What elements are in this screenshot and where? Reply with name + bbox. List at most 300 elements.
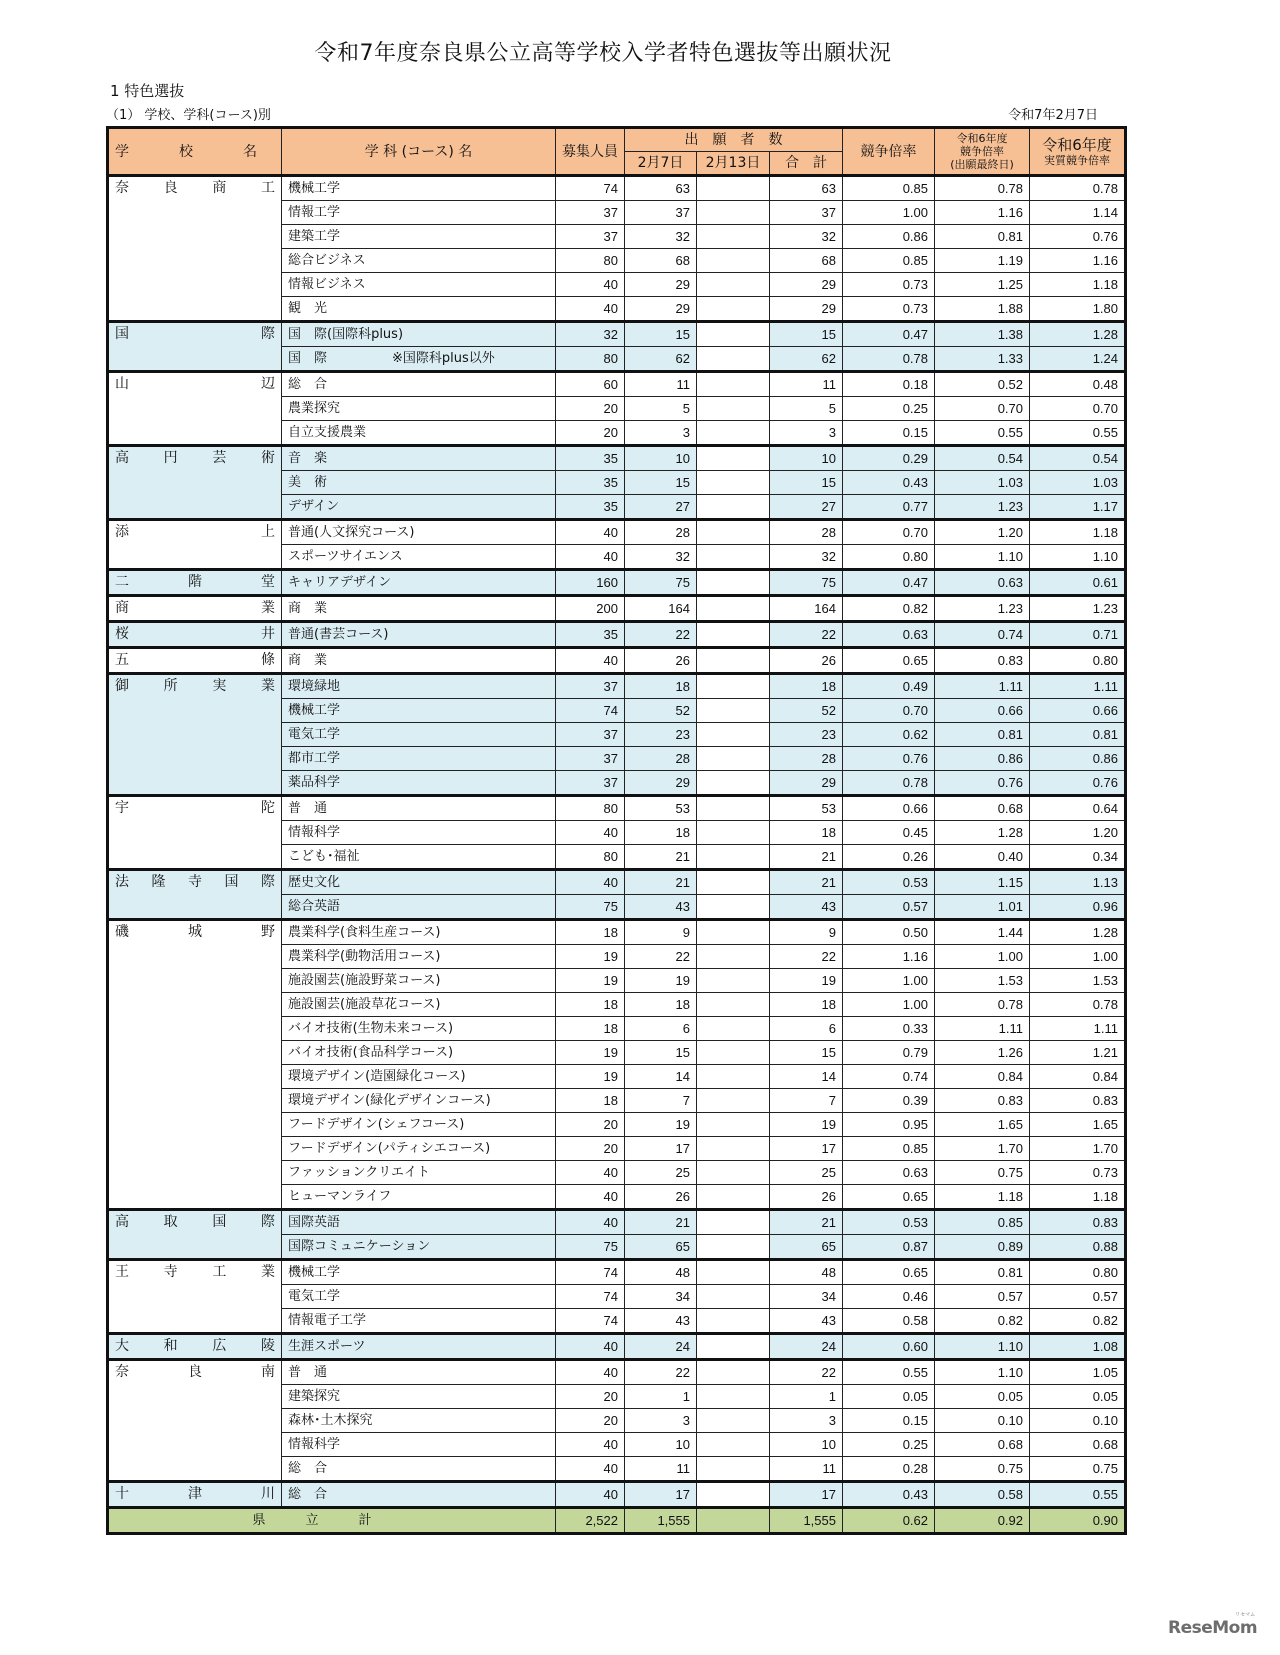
r6-ratio-cell: 1.23 [935,495,1030,520]
ratio-cell: 0.53 [843,1210,935,1235]
ratio-cell: 0.63 [843,1161,935,1185]
quota-cell: 80 [556,347,625,372]
applications-table [106,126,1127,1535]
course-name-cell: 情報工学 [282,201,556,225]
ratio-cell: 0.55 [843,1360,935,1385]
course-name-cell: 建築探究 [282,1385,556,1409]
r6-actual-cell: 0.78 [1030,993,1126,1017]
quota-cell: 37 [556,747,625,771]
quota-cell: 80 [556,796,625,821]
quota-cell: 74 [556,1309,625,1334]
total-cell: 18 [770,821,843,845]
subsection-heading: （1） 学校、学科(コース)別 [106,108,271,123]
feb7-cell: 53 [625,796,697,821]
r6-actual-cell: 0.64 [1030,796,1126,821]
ratio-cell: 0.49 [843,674,935,699]
quota-cell: 37 [556,674,625,699]
course-name-cell: スポーツサイエンス [282,545,556,570]
course-name-cell: ファッションクリエイト [282,1161,556,1185]
course-name-cell: 総 合 [282,1457,556,1482]
quota-cell: 40 [556,1161,625,1185]
quota-cell: 18 [556,1017,625,1041]
header-quota: 募集人員 [556,128,625,176]
r6-actual-cell: 0.05 [1030,1385,1126,1409]
course-name-cell: 環境緑地 [282,674,556,699]
r6-actual-cell: 1.11 [1030,1017,1126,1041]
total-cell: 43 [770,895,843,920]
r6-ratio-cell: 0.68 [935,1433,1030,1457]
r6-actual-cell: 0.84 [1030,1065,1126,1089]
r6-ratio-cell: 0.81 [935,1260,1030,1285]
r6-actual-cell: 1.80 [1030,297,1126,322]
course-name-cell: 美 術 [282,471,556,495]
header-feb13: 2月13日 [697,152,770,176]
course-name-cell: 機械工学 [282,1260,556,1285]
quota-cell: 20 [556,397,625,421]
quota-cell: 19 [556,969,625,993]
course-name-cell: 総 合 [282,1482,556,1508]
ratio-cell: 0.58 [843,1309,935,1334]
course-name-cell: 商 業 [282,596,556,622]
r6-actual-cell: 1.28 [1030,920,1126,945]
quota-cell: 75 [556,895,625,920]
r6-actual-cell: 0.82 [1030,1309,1126,1334]
total-cell: 18 [770,674,843,699]
school-name-cell: 十津川 [108,1482,282,1508]
table-row [108,920,1126,945]
r6-actual-cell: 0.55 [1030,1482,1126,1508]
feb7-cell: 65 [625,1235,697,1260]
course-name-cell: 音 楽 [282,446,556,471]
feb13-cell [697,674,770,699]
r6-ratio-cell: 1.44 [935,920,1030,945]
r6-actual-cell: 0.73 [1030,1161,1126,1185]
r6-ratio-cell: 1.16 [935,201,1030,225]
quota-cell: 19 [556,1041,625,1065]
header-course: 学 科 (コース) 名 [282,128,556,176]
total-cell: 22 [770,945,843,969]
feb13-cell [697,1161,770,1185]
ratio-cell: 0.86 [843,225,935,249]
ratio-cell: 0.47 [843,322,935,347]
r6-ratio-cell: 0.83 [935,648,1030,674]
feb7-cell: 19 [625,969,697,993]
ratio-cell: 0.87 [843,1235,935,1260]
r6-actual-cell: 1.08 [1030,1334,1126,1360]
quota-cell: 40 [556,870,625,895]
feb7-cell: 32 [625,545,697,570]
feb13-cell [697,622,770,648]
r6-actual-cell: 1.00 [1030,945,1126,969]
feb13-cell [697,273,770,297]
total-cell: 32 [770,545,843,570]
school-name-cell: 御所実業 [108,674,282,796]
r6-actual-cell: 1.14 [1030,201,1126,225]
total-cell: 75 [770,570,843,596]
ratio-cell: 0.74 [843,1065,935,1089]
quota-cell: 74 [556,1285,625,1309]
r6-ratio-cell: 0.76 [935,771,1030,796]
table-row [108,1260,1126,1285]
header-r6-ratio-line1: 令和6年度 [956,132,1008,145]
total-cell: 23 [770,723,843,747]
feb7-cell: 75 [625,570,697,596]
r6-actual-cell: 0.66 [1030,699,1126,723]
feb13-cell [697,471,770,495]
r6-actual-cell: 1.53 [1030,969,1126,993]
quota-cell: 40 [556,1210,625,1235]
course-name-cell: フードデザイン(パティシエコース) [282,1137,556,1161]
r6-actual-cell: 0.54 [1030,446,1126,471]
quota-cell: 80 [556,249,625,273]
feb13-cell [697,596,770,622]
feb13-cell [697,1065,770,1089]
feb13-cell [697,648,770,674]
total-cell: 27 [770,495,843,520]
ratio-cell: 0.77 [843,495,935,520]
course-name-cell: 農業探究 [282,397,556,421]
ratio-cell: 0.33 [843,1017,935,1041]
total-cell: 1 [770,1385,843,1409]
total-cell: 68 [770,249,843,273]
feb13-cell [697,1433,770,1457]
total-cell: 34 [770,1285,843,1309]
feb7-cell: 48 [625,1260,697,1285]
quota-cell: 80 [556,845,625,870]
quota-cell: 20 [556,1385,625,1409]
feb13-cell [697,1185,770,1210]
ratio-cell: 0.60 [843,1334,935,1360]
school-name-cell: 高円芸術 [108,446,282,520]
feb13-cell [697,723,770,747]
quota-cell: 37 [556,771,625,796]
feb7-cell: 15 [625,471,697,495]
header-r6-ratio-line2: 競争倍率 [960,145,1004,158]
feb13-cell [697,796,770,821]
r6-actual-cell: 0.86 [1030,747,1126,771]
school-name-cell: 五條 [108,648,282,674]
total-cell: 15 [770,322,843,347]
ratio-cell: 0.65 [843,1185,935,1210]
total-cell: 32 [770,225,843,249]
ratio-cell: 0.39 [843,1089,935,1113]
total-cell: 10 [770,446,843,471]
total-cell: 7 [770,1089,843,1113]
table-row [108,176,1126,201]
r6-actual-cell: 0.81 [1030,723,1126,747]
feb13-cell [697,1482,770,1508]
feb7-cell: 26 [625,648,697,674]
feb7-cell: 21 [625,845,697,870]
feb7-cell: 21 [625,1210,697,1235]
feb13-cell [697,520,770,545]
r6-actual-cell: 1.11 [1030,674,1126,699]
feb13-cell [697,1385,770,1409]
school-name-cell: 高取国際 [108,1210,282,1260]
feb7-cell: 6 [625,1017,697,1041]
quota-cell: 19 [556,945,625,969]
school-name-cell: 王寺工業 [108,1260,282,1334]
total-cell: 17 [770,1137,843,1161]
ratio-cell: 0.05 [843,1385,935,1409]
r6-ratio-cell: 0.75 [935,1161,1030,1185]
school-name-cell: 奈良商工 [108,176,282,322]
quota-cell: 37 [556,225,625,249]
total-row [108,1508,1126,1534]
course-name-cell: 情報ビジネス [282,273,556,297]
feb7-cell: 25 [625,1161,697,1185]
ratio-cell: 0.82 [843,596,935,622]
total-cell: 28 [770,520,843,545]
school-name-cell: 山辺 [108,372,282,446]
quota-cell: 20 [556,1113,625,1137]
feb7-cell: 14 [625,1065,697,1089]
quota-cell: 20 [556,1137,625,1161]
r6-ratio-cell: 0.74 [935,622,1030,648]
course-name-cell: 建築工学 [282,225,556,249]
table-row [108,648,1126,674]
feb7-cell: 63 [625,176,697,201]
feb7-cell: 28 [625,520,697,545]
r6-ratio-cell: 1.28 [935,821,1030,845]
r6-ratio-cell: 0.55 [935,421,1030,446]
course-name-cell: 商 業 [282,648,556,674]
total-cell: 24 [770,1334,843,1360]
feb13-cell [697,1457,770,1482]
feb13-cell [697,1137,770,1161]
feb13-cell [697,1235,770,1260]
feb13-cell [697,545,770,570]
total-cell: 29 [770,771,843,796]
quota-cell: 40 [556,273,625,297]
feb7-cell: 29 [625,771,697,796]
feb7-cell: 29 [625,273,697,297]
r6-ratio-cell: 1.88 [935,297,1030,322]
total-cell: 10 [770,1433,843,1457]
course-name-cell: 総 合 [282,372,556,397]
r6-ratio-cell: 1.70 [935,1137,1030,1161]
feb7-cell: 10 [625,446,697,471]
r6-ratio-cell: 1.11 [935,674,1030,699]
quota-cell: 40 [556,545,625,570]
ratio-cell: 0.43 [843,1482,935,1508]
r6-ratio-cell: 1.53 [935,969,1030,993]
feb7-cell: 11 [625,372,697,397]
total-cell: 21 [770,1210,843,1235]
total-cell: 29 [770,273,843,297]
ratio-cell: 0.62 [843,723,935,747]
feb13-cell [697,225,770,249]
feb7-cell: 17 [625,1137,697,1161]
table-row [108,622,1126,648]
ratio-cell: 0.85 [843,176,935,201]
quota-cell: 18 [556,1089,625,1113]
feb7-cell: 18 [625,993,697,1017]
r6-actual-cell: 0.61 [1030,570,1126,596]
course-name-cell: 国 際 ※国際科plus以外 [282,347,556,372]
feb13-cell [697,446,770,471]
r6-ratio-cell: 1.10 [935,1334,1030,1360]
feb7-cell: 18 [625,821,697,845]
header-total: 合 計 [770,152,843,176]
feb13-cell [697,176,770,201]
quota-cell: 40 [556,1433,625,1457]
r6-actual-cell: 0.55 [1030,421,1126,446]
ratio-cell: 1.16 [843,945,935,969]
course-name-cell: 情報電子工学 [282,1309,556,1334]
r6-actual-cell: 0.80 [1030,648,1126,674]
ratio-cell: 0.65 [843,1260,935,1285]
ratio-cell: 0.26 [843,845,935,870]
quota-cell: 19 [556,1065,625,1089]
total-cell: 3 [770,421,843,446]
section-heading: 1 特色選抜 [110,82,185,100]
course-name-cell: 環境デザイン(造園緑化コース) [282,1065,556,1089]
r6-actual-cell: 0.78 [1030,176,1126,201]
ratio-cell: 0.66 [843,796,935,821]
total-cell: 19 [770,1113,843,1137]
total-cell: 3 [770,1409,843,1433]
feb7-cell: 10 [625,1433,697,1457]
feb7-cell: 5 [625,397,697,421]
total-cell: 29 [770,297,843,322]
quota-cell: 60 [556,372,625,397]
table-row [108,1210,1126,1235]
total-cell: 52 [770,699,843,723]
total-cell: 21 [770,845,843,870]
feb13-cell [697,1334,770,1360]
ratio-cell: 0.70 [843,699,935,723]
table-row [108,1334,1126,1360]
r6-ratio-cell: 1.10 [935,1360,1030,1385]
course-name-cell: 施設園芸(施設野菜コース) [282,969,556,993]
total-cell: 19 [770,969,843,993]
ratio-cell: 0.25 [843,1433,935,1457]
total-cell: 22 [770,1360,843,1385]
feb13-cell [697,1089,770,1113]
quota-cell: 20 [556,421,625,446]
total-cell: 15 [770,471,843,495]
ratio-cell: 1.00 [843,969,935,993]
feb7-cell: 22 [625,1360,697,1385]
feb7-cell: 11 [625,1457,697,1482]
quota-cell: 37 [556,201,625,225]
total-ratio-cell: 0.62 [843,1508,935,1534]
r6-actual-cell: 1.17 [1030,495,1126,520]
total-cell: 15 [770,1041,843,1065]
feb7-cell: 15 [625,322,697,347]
feb13-cell [697,201,770,225]
r6-ratio-cell: 0.89 [935,1235,1030,1260]
ratio-cell: 0.78 [843,771,935,796]
resemom-logo [1168,1612,1258,1638]
school-name-cell: 奈良南 [108,1360,282,1482]
course-name-cell: フードデザイン(シェフコース) [282,1113,556,1137]
feb7-cell: 34 [625,1285,697,1309]
feb7-cell: 28 [625,747,697,771]
feb13-cell [697,895,770,920]
feb13-cell [697,1041,770,1065]
header-school: 学 校 名 [108,128,282,176]
total-cell: 25 [770,1161,843,1185]
header-r6-actual-line1: 令和6年度 [1042,135,1112,154]
feb7-cell: 29 [625,297,697,322]
total-cell: 65 [770,1235,843,1260]
quota-cell: 35 [556,622,625,648]
feb7-cell: 22 [625,945,697,969]
feb7-cell: 18 [625,674,697,699]
r6-actual-cell: 1.24 [1030,347,1126,372]
quota-cell: 40 [556,821,625,845]
total-cell: 9 [770,920,843,945]
total-cell: 26 [770,648,843,674]
school-name-cell: 磯城野 [108,920,282,1210]
r6-ratio-cell: 1.18 [935,1185,1030,1210]
r6-actual-cell: 1.03 [1030,471,1126,495]
r6-ratio-cell: 1.19 [935,249,1030,273]
feb13-cell [697,699,770,723]
ratio-cell: 0.46 [843,1285,935,1309]
header-r6-ratio-line3: (出願最終日) [950,158,1014,171]
quota-cell: 40 [556,1360,625,1385]
total-cell: 48 [770,1260,843,1285]
total-cell: 14 [770,1065,843,1089]
table-row [108,674,1126,699]
ratio-cell: 1.00 [843,993,935,1017]
course-name-cell: 国 際(国際科plus) [282,322,556,347]
r6-ratio-cell: 0.05 [935,1385,1030,1409]
r6-ratio-cell: 0.54 [935,446,1030,471]
course-name-cell: バイオ技術(食品科学コース) [282,1041,556,1065]
feb13-cell [697,993,770,1017]
quota-cell: 35 [556,471,625,495]
r6-ratio-cell: 0.84 [935,1065,1030,1089]
feb13-cell [697,372,770,397]
course-name-cell: 普 通 [282,796,556,821]
total-cell: 18 [770,993,843,1017]
course-name-cell: 普通(人文探究コース) [282,520,556,545]
total-cell: 22 [770,622,843,648]
quota-cell: 40 [556,1185,625,1210]
feb13-cell [697,347,770,372]
feb7-cell: 62 [625,347,697,372]
ratio-cell: 0.76 [843,747,935,771]
header-r6-actual [1030,128,1126,176]
total-total-cell: 1,555 [770,1508,843,1534]
table-body [108,176,1126,1534]
total-cell: 164 [770,596,843,622]
header-r6-actual-line2: 実質競争倍率 [1044,153,1110,167]
course-name-cell: 総合英語 [282,895,556,920]
r6-actual-cell: 0.76 [1030,225,1126,249]
feb7-cell: 43 [625,1309,697,1334]
ratio-cell: 0.28 [843,1457,935,1482]
course-name-cell: キャリアデザイン [282,570,556,596]
ratio-cell: 0.18 [843,372,935,397]
quota-cell: 35 [556,446,625,471]
course-name-cell: 農業科学(食料生産コース) [282,920,556,945]
quota-cell: 40 [556,1457,625,1482]
total-cell: 62 [770,347,843,372]
feb13-cell [697,495,770,520]
r6-actual-cell: 1.23 [1030,596,1126,622]
r6-actual-cell: 0.48 [1030,372,1126,397]
table-row [108,520,1126,545]
r6-actual-cell: 0.68 [1030,1433,1126,1457]
r6-ratio-cell: 0.40 [935,845,1030,870]
school-name-cell: 宇陀 [108,796,282,870]
feb7-cell: 52 [625,699,697,723]
